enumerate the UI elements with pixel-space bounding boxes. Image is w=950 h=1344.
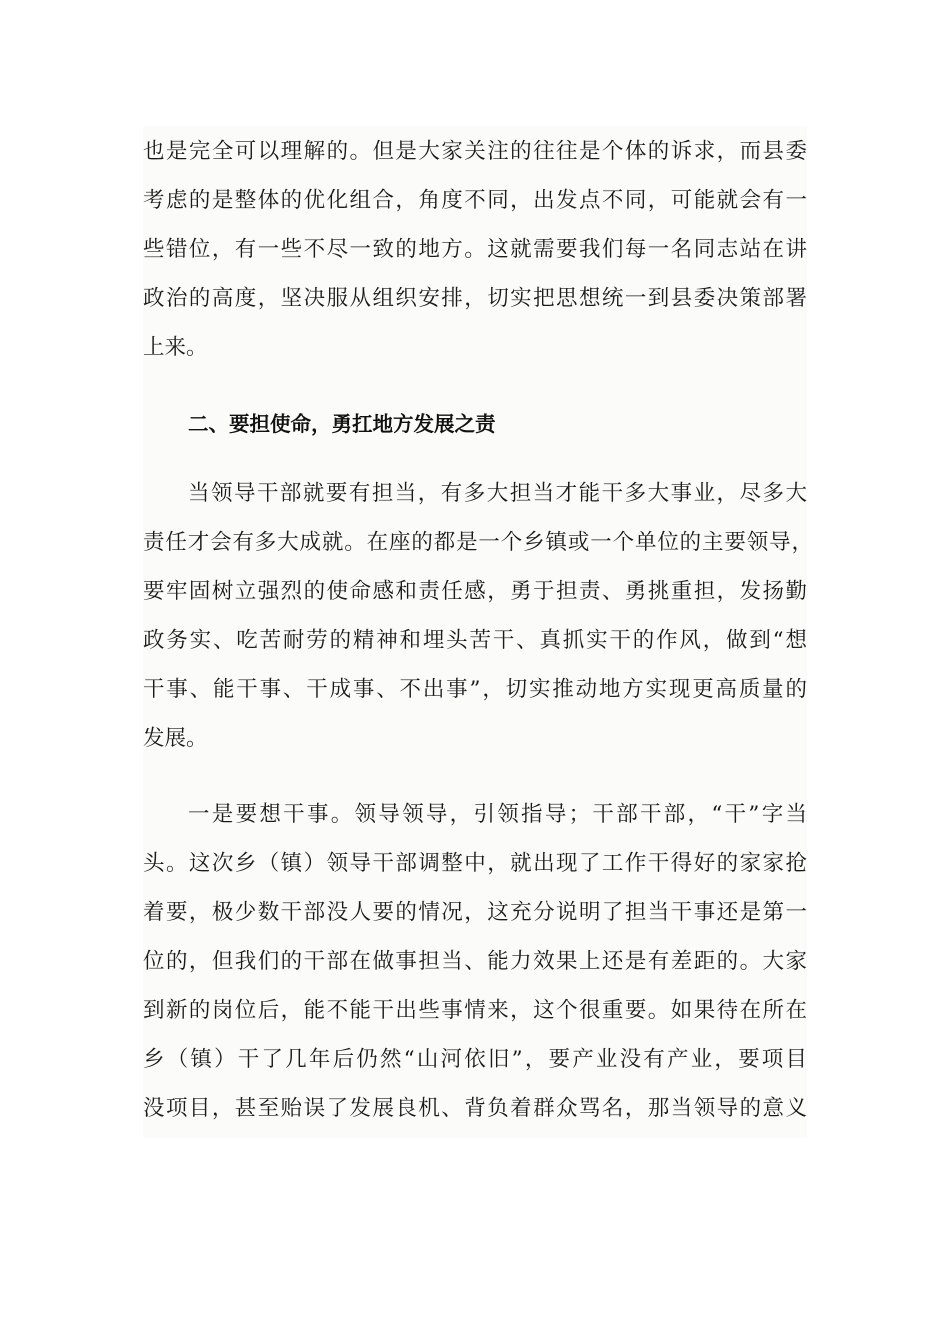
paragraph-2-line-5: 干事、能干事、干成事、不出事”，切实推动地方实现更高质量的	[143, 677, 807, 702]
paragraph-2-line-1: 当领导干部就要有担当，有多大担当才能干多大事业，尽多大	[188, 481, 807, 506]
section-heading-2: 二、要担使命，勇扛地方发展之责	[188, 412, 496, 436]
paragraph-2-line-3: 要牢固树立强烈的使命感和责任感，勇于担责、勇挑重担，发扬勤	[143, 579, 807, 604]
paragraph-3-line-4: 位的，但我们的干部在做事担当、能力效果上还是有差距的。大家	[143, 949, 807, 974]
paragraph-1-line-4: 政治的高度，坚决服从组织安排，切实把思想统一到县委决策部署	[143, 286, 807, 311]
paragraph-1-line-2: 考虑的是整体的优化组合，角度不同，出发点不同，可能就会有一	[143, 188, 807, 213]
paragraph-1-line-3: 些错位，有一些不尽一致的地方。这就需要我们每一名同志站在讲	[143, 237, 807, 262]
paragraph-1-line-1: 也是完全可以理解的。但是大家关注的往往是个体的诉求，而县委	[143, 139, 807, 164]
paragraph-3-line-3: 着要，极少数干部没人要的情况，这充分说明了担当干事还是第一	[143, 900, 807, 925]
document-body	[143, 126, 813, 1138]
paragraph-3-line-5: 到新的岗位后，能不能干出些事情来，这个很重要。如果待在所在	[143, 998, 807, 1023]
paragraph-2-line-2: 责任才会有多大成就。在座的都是一个乡镇或一个单位的主要领导，	[143, 530, 813, 555]
paragraph-3-line-2: 头。这次乡（镇）领导干部调整中，就出现了工作干得好的家家抢	[143, 851, 807, 876]
paragraph-3-line-7: 没项目，甚至贻误了发展良机、背负着群众骂名，那当领导的意义	[143, 1096, 807, 1121]
paragraph-1-line-5: 上来。	[143, 335, 208, 360]
paragraph-3-line-1: 一是要想干事。领导领导，引领指导；干部干部，“干”字当	[188, 802, 807, 827]
paragraph-2-line-4: 政务实、吃苦耐劳的精神和埋头苦干、真抓实干的作风，做到“想	[143, 628, 807, 653]
paragraph-2-line-6: 发展。	[143, 726, 208, 751]
paragraph-3-line-6: 乡（镇）干了几年后仍然“山河依旧”，要产业没有产业，要项目	[143, 1047, 807, 1072]
